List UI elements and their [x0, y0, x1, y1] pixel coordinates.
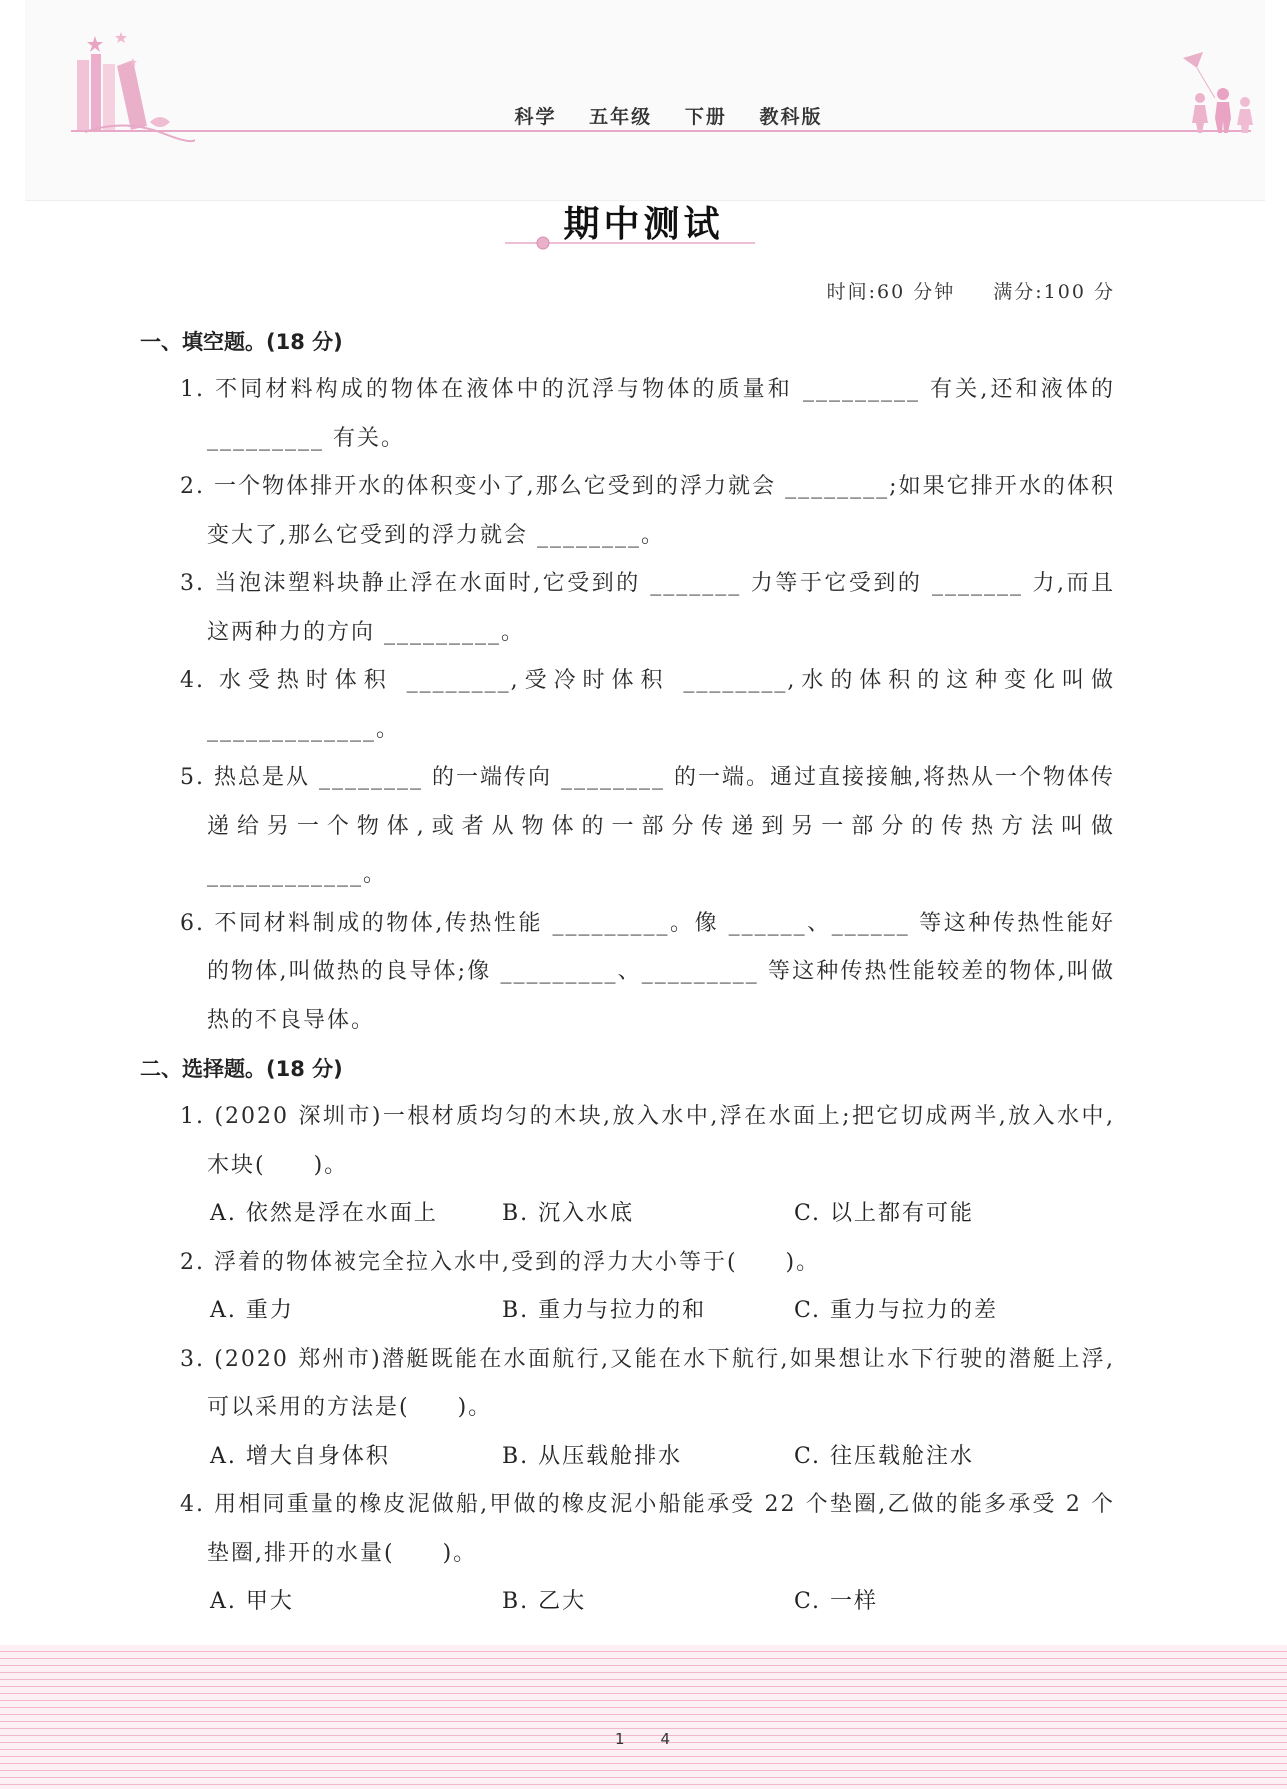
option-b: B. 从压载舱排水 [502, 1443, 683, 1469]
header-subject: 科学 [514, 106, 557, 128]
choice-options [140, 1190, 1115, 1239]
header-rule [71, 130, 1251, 132]
header-volume: 下册 [684, 106, 727, 128]
choice-question: 3. (2020 郑州市)潜艇既能在水面航行,又能在水下航行,如果想让水下行驶的潜艇上浮,可以采用的方法是( )。 [180, 1346, 1115, 1420]
header-subtitle [25, 102, 1287, 129]
option-c: C. 重力与拉力的差 [794, 1298, 999, 1323]
title-underline-decoration [505, 236, 755, 250]
option-c: C. 以上都有可能 [794, 1201, 975, 1226]
page-title: 期中测试 [563, 203, 724, 245]
option-a: A. 依然是浮在水面上 [210, 1201, 438, 1226]
children-kite-icon [1175, 50, 1265, 135]
option-c: C. 往压载舱注水 [794, 1443, 975, 1469]
option-c: C. 一样 [794, 1589, 879, 1614]
section-heading-fill-in: 一、填空题。(18 分) [140, 330, 343, 354]
exam-full-score: 满分:100 分 [993, 281, 1115, 303]
fill-question: 5. 热总是从 ________ 的一端传向 ________ 的一端。通过直接接触,将热从一个物体传递给另一个物体,或者从物体的一部分传递到另一部分的传热方法叫做 ____________。 [180, 765, 1115, 887]
fill-question: 6. 不同材料制成的物体,传热性能 _________。像 ______、______ 等这种传热性能好的物体,叫做热的良导体;像 _________、_________ 等这种传热性能较差的物体,叫做热的不良导体。 [180, 910, 1115, 1033]
fill-question: 1. 不同材料构成的物体在液体中的沉浮与物体的质量和 _________ 有关,还和液体的 _________ 有关。 [180, 377, 1115, 451]
section-heading-choice: 二、选择题。(18 分) [140, 1057, 343, 1081]
choice-options [140, 1578, 1115, 1627]
option-a: A. 增大自身体积 [210, 1443, 390, 1469]
fill-question: 3. 当泡沫塑料块静止浮在水面时,它受到的 _______ 力等于它受到的 _______ 力,而且这两种力的方向 _________。 [180, 571, 1115, 645]
option-b: B. 沉入水底 [502, 1201, 635, 1226]
page-footer-stripes [0, 1645, 1287, 1789]
choice-question: 2. 浮着的物体被完全拉入水中,受到的浮力大小等于( )。 [180, 1249, 821, 1275]
choice-options [140, 1433, 1115, 1482]
exam-content [140, 318, 1115, 1627]
page-header [25, 0, 1265, 201]
option-a: A. 甲大 [210, 1589, 294, 1614]
choice-question: 4. 用相同重量的橡皮泥做船,甲做的橡皮泥小船能承受 22 个垫圈,乙做的能多承受 2 个垫圈,排开的水量( )。 [180, 1492, 1115, 1566]
exam-meta [827, 277, 1115, 304]
option-b: B. 乙大 [502, 1589, 587, 1614]
fill-question: 2. 一个物体排开水的体积变小了,那么它受到的浮力就会 ________;如果它排开水的体积变大了,那么它受到的浮力就会 ________。 [180, 474, 1115, 548]
header-edition: 教科版 [759, 106, 823, 128]
fill-question: 4. 水受热时体积 ________,受冷时体积 ________,水的体积的这种变化叫做 _____________。 [180, 668, 1115, 742]
page-number: 1 4 [614, 1730, 673, 1748]
header-grade: 五年级 [589, 106, 653, 128]
books-logo-icon [65, 30, 195, 150]
choice-question: 1. (2020 深圳市)一根材质均匀的木块,放入水中,浮在水面上;把它切成两半,放入水中,木块( )。 [180, 1104, 1115, 1178]
option-b: B. 重力与拉力的和 [502, 1298, 707, 1323]
choice-options [140, 1287, 1115, 1336]
option-a: A. 重力 [210, 1298, 294, 1323]
exam-time: 时间:60 分钟 [826, 281, 956, 303]
